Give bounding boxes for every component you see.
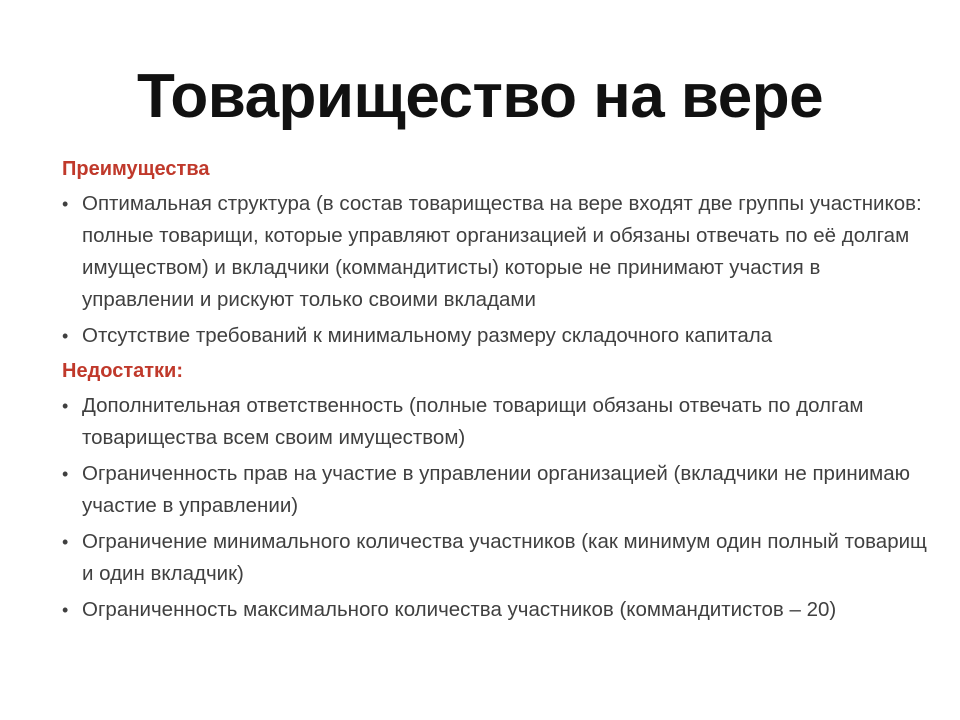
disadvantage-text: Ограниченность максимального количества участников (коммандитистов – 20) — [82, 598, 837, 621]
advantage-item — [62, 320, 934, 352]
bullet-icon: • — [62, 326, 69, 346]
slide-content — [62, 156, 934, 630]
disadvantage-item — [62, 594, 934, 626]
bullet-icon: • — [62, 464, 69, 484]
disadvantages-list — [62, 390, 934, 626]
disadvantage-text: Ограниченность прав на участие в управлении организацией (вкладчики не принимаю участие в управлении) — [82, 462, 911, 517]
disadvantage-item — [62, 458, 934, 522]
bullet-icon: • — [62, 396, 69, 416]
disadvantages-heading: Недостатки: — [62, 360, 184, 382]
bullet-icon: • — [62, 600, 69, 620]
disadvantage-text: Дополнительная ответственность (полные товарищи обязаны отвечать по долгам товарищества всем своим имуществом) — [82, 394, 864, 449]
advantage-text: Оптимальная структура (в состав товарищества на вере входят две группы участников: полные товарищи, которые управляют организацией и обязаны отвечать по её долгам имуществом) и вкладчики (коммандитисты) которые не принимают участия в управлении и рискуют только своими вкладами — [82, 192, 922, 311]
disadvantage-text: Ограничение минимального количества участников (как минимум один полный товарищ и один вкладчик) — [82, 530, 927, 585]
bullet-icon: • — [62, 194, 69, 214]
advantages-list — [62, 188, 934, 352]
disadvantage-item — [62, 526, 934, 590]
bullet-icon: • — [62, 532, 69, 552]
advantages-heading: Преимущества — [62, 158, 210, 180]
advantage-text: Отсутствие требований к минимальному размеру складочного капитала — [82, 324, 773, 347]
advantage-item — [62, 188, 934, 316]
disadvantage-item — [62, 390, 934, 454]
slide-title: Товарищество на вере — [136, 62, 824, 131]
